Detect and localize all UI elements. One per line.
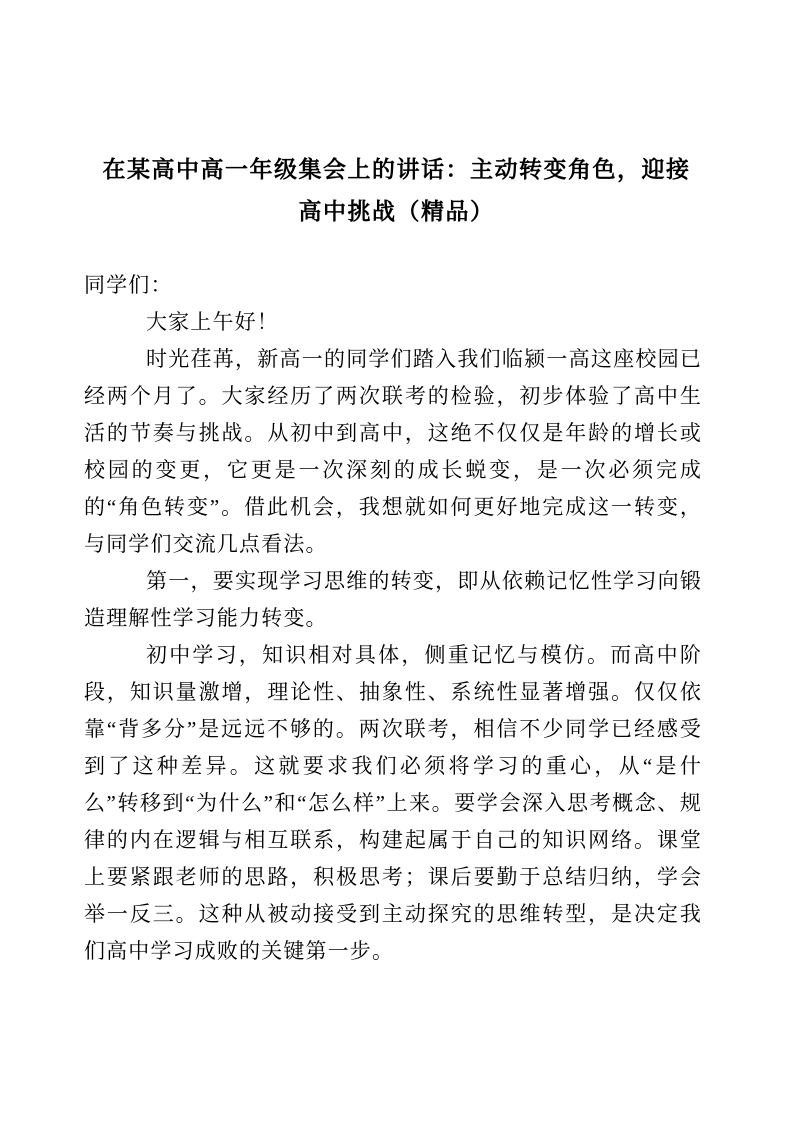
document-title: 在某高中高一年级集会上的讲话：主动转变角色，迎接高中挑战（精品） bbox=[102, 156, 691, 224]
paragraph-introduction: 时光荏苒，新高一的同学们踏入我们临颍一高这座校园已经两个月了。大家经历了两次联考的检验，初步体验了高中生活的节奏与挑战。从初中到高中，这绝不仅仅是年龄的增长或校园的变更，它更是一次深刻的成长蜕变，是一次必须完成的“角色转变”。借此机会，我想就如何更好地完成这一转变，与同学们交流几点看法。 bbox=[84, 347, 702, 556]
paragraph-point-one: 第一，要实现学习思维的转变，即从依赖记忆性学习向锻造理解性学习能力转变。 bbox=[84, 569, 702, 630]
salutation: 同学们： bbox=[84, 273, 173, 297]
document-body bbox=[84, 267, 702, 970]
paragraph-point-one-detail: 初中学习，知识相对具体，侧重记忆与模仿。而高中阶段，知识量激增，理论性、抽象性、系统性显著增强。仅仅依靠“背多分”是远远不够的。两次联考，相信不少同学已经感受到了这种差异。这就要求我们必须将学习的重心，从“是什么”转移到“为什么”和“怎么样”上来。要学会深入思考概念、规律的内在逻辑与相互联系，构建起属于自己的知识网络。课堂上要紧跟老师的思路，积极思考；课后要勤于总结归纳，学会举一反三。这种从被动接受到主动探究的思维转型，是决定我们高中学习成败的关键第一步。 bbox=[84, 643, 702, 963]
paragraph-greeting: 大家上午好！ bbox=[146, 310, 279, 334]
